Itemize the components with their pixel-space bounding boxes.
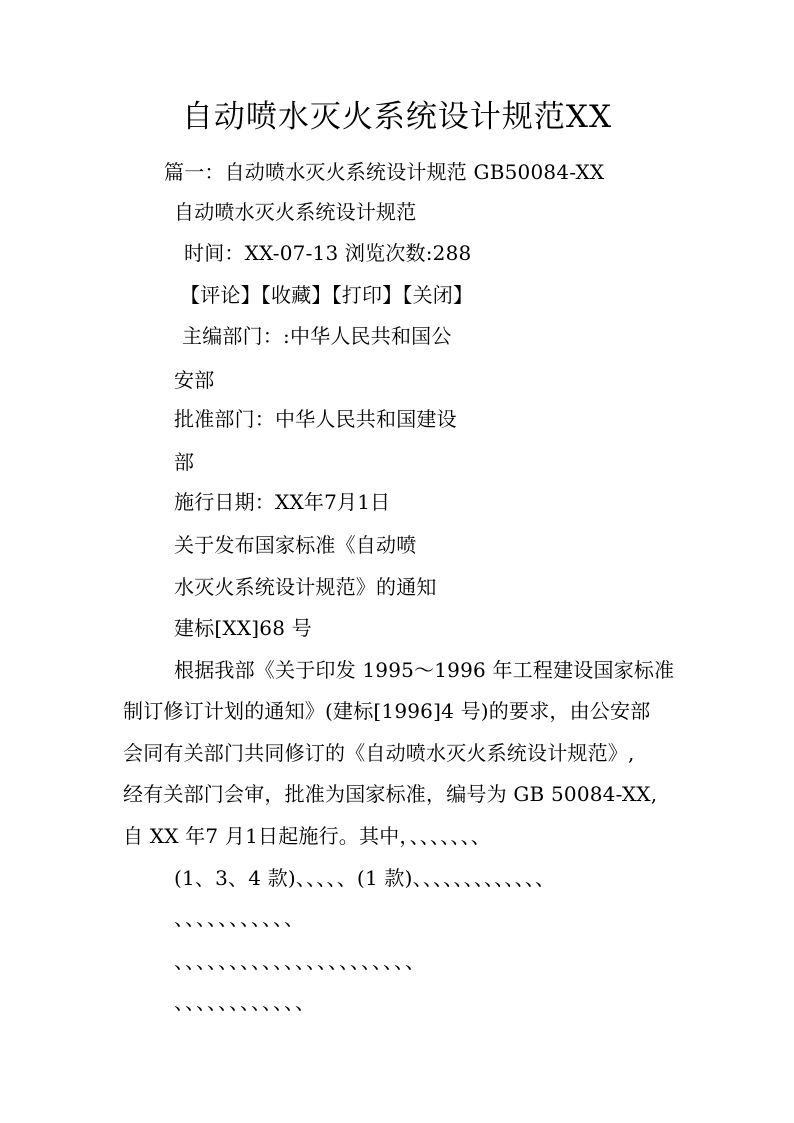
dot-line-2: 、、、、、、、、、、、、、、、、、、、、、、 [174,949,426,973]
action-links-line: 【评论】【收藏】【打印】【关闭】 [180,283,474,307]
paragraph-line-5: 自 XX 年7 月1日起施行。其中，、、、、、、、 [123,824,491,848]
dot-line-1: 、、、、、、、、、、、 [174,906,305,930]
notice-number-line: 建标[XX]68 号 [174,616,312,640]
paragraph-line-1: 根据我部《关于印发 1995～1996 年工程建设国家标准 [174,658,675,682]
dot-line-3: 、、、、、、、、、、、、 [174,990,316,1014]
notice-title-line-first: 关于发布国家标准《自动喷 [174,533,417,557]
paragraph-line-3: 会同有关部门共同修订的《自动喷水灭火系统设计规范》, [123,741,635,765]
approval-line-second: 部 [174,450,195,474]
subtitle-line: 篇一：自动喷水灭火系统设计规范 GB50084-XX [164,160,605,184]
meta-line: 时间：XX-07-13 浏览次数:288 [184,241,472,265]
notice-title-line-second: 水灭火系统设计规范》的通知 [174,575,437,599]
list-line: (1、3、4 款)、、、、、(1 款)、、、、、、、、、、、、、 [174,866,556,890]
editor-line-second: 安部 [174,368,215,392]
editor-line-first: 主编部门：:中华人民共和国公 [182,324,452,348]
paragraph-line-4: 经有关部门会审，批准为国家标准，编号为 GB 50084-XX, [123,782,658,806]
effective-date-line: 施行日期：XX年7月1日 [174,490,391,514]
standard-name-line: 自动喷水灭火系统设计规范 [174,200,417,224]
paragraph-line-2: 制订修订计划的通知》(建标[1996]4 号)的要求，由公安部 [123,699,651,723]
approval-line-first: 批准部门：中华人民共和国建设 [174,407,457,431]
document-title: 自动喷水灭火系统设计规范XX [181,99,613,135]
